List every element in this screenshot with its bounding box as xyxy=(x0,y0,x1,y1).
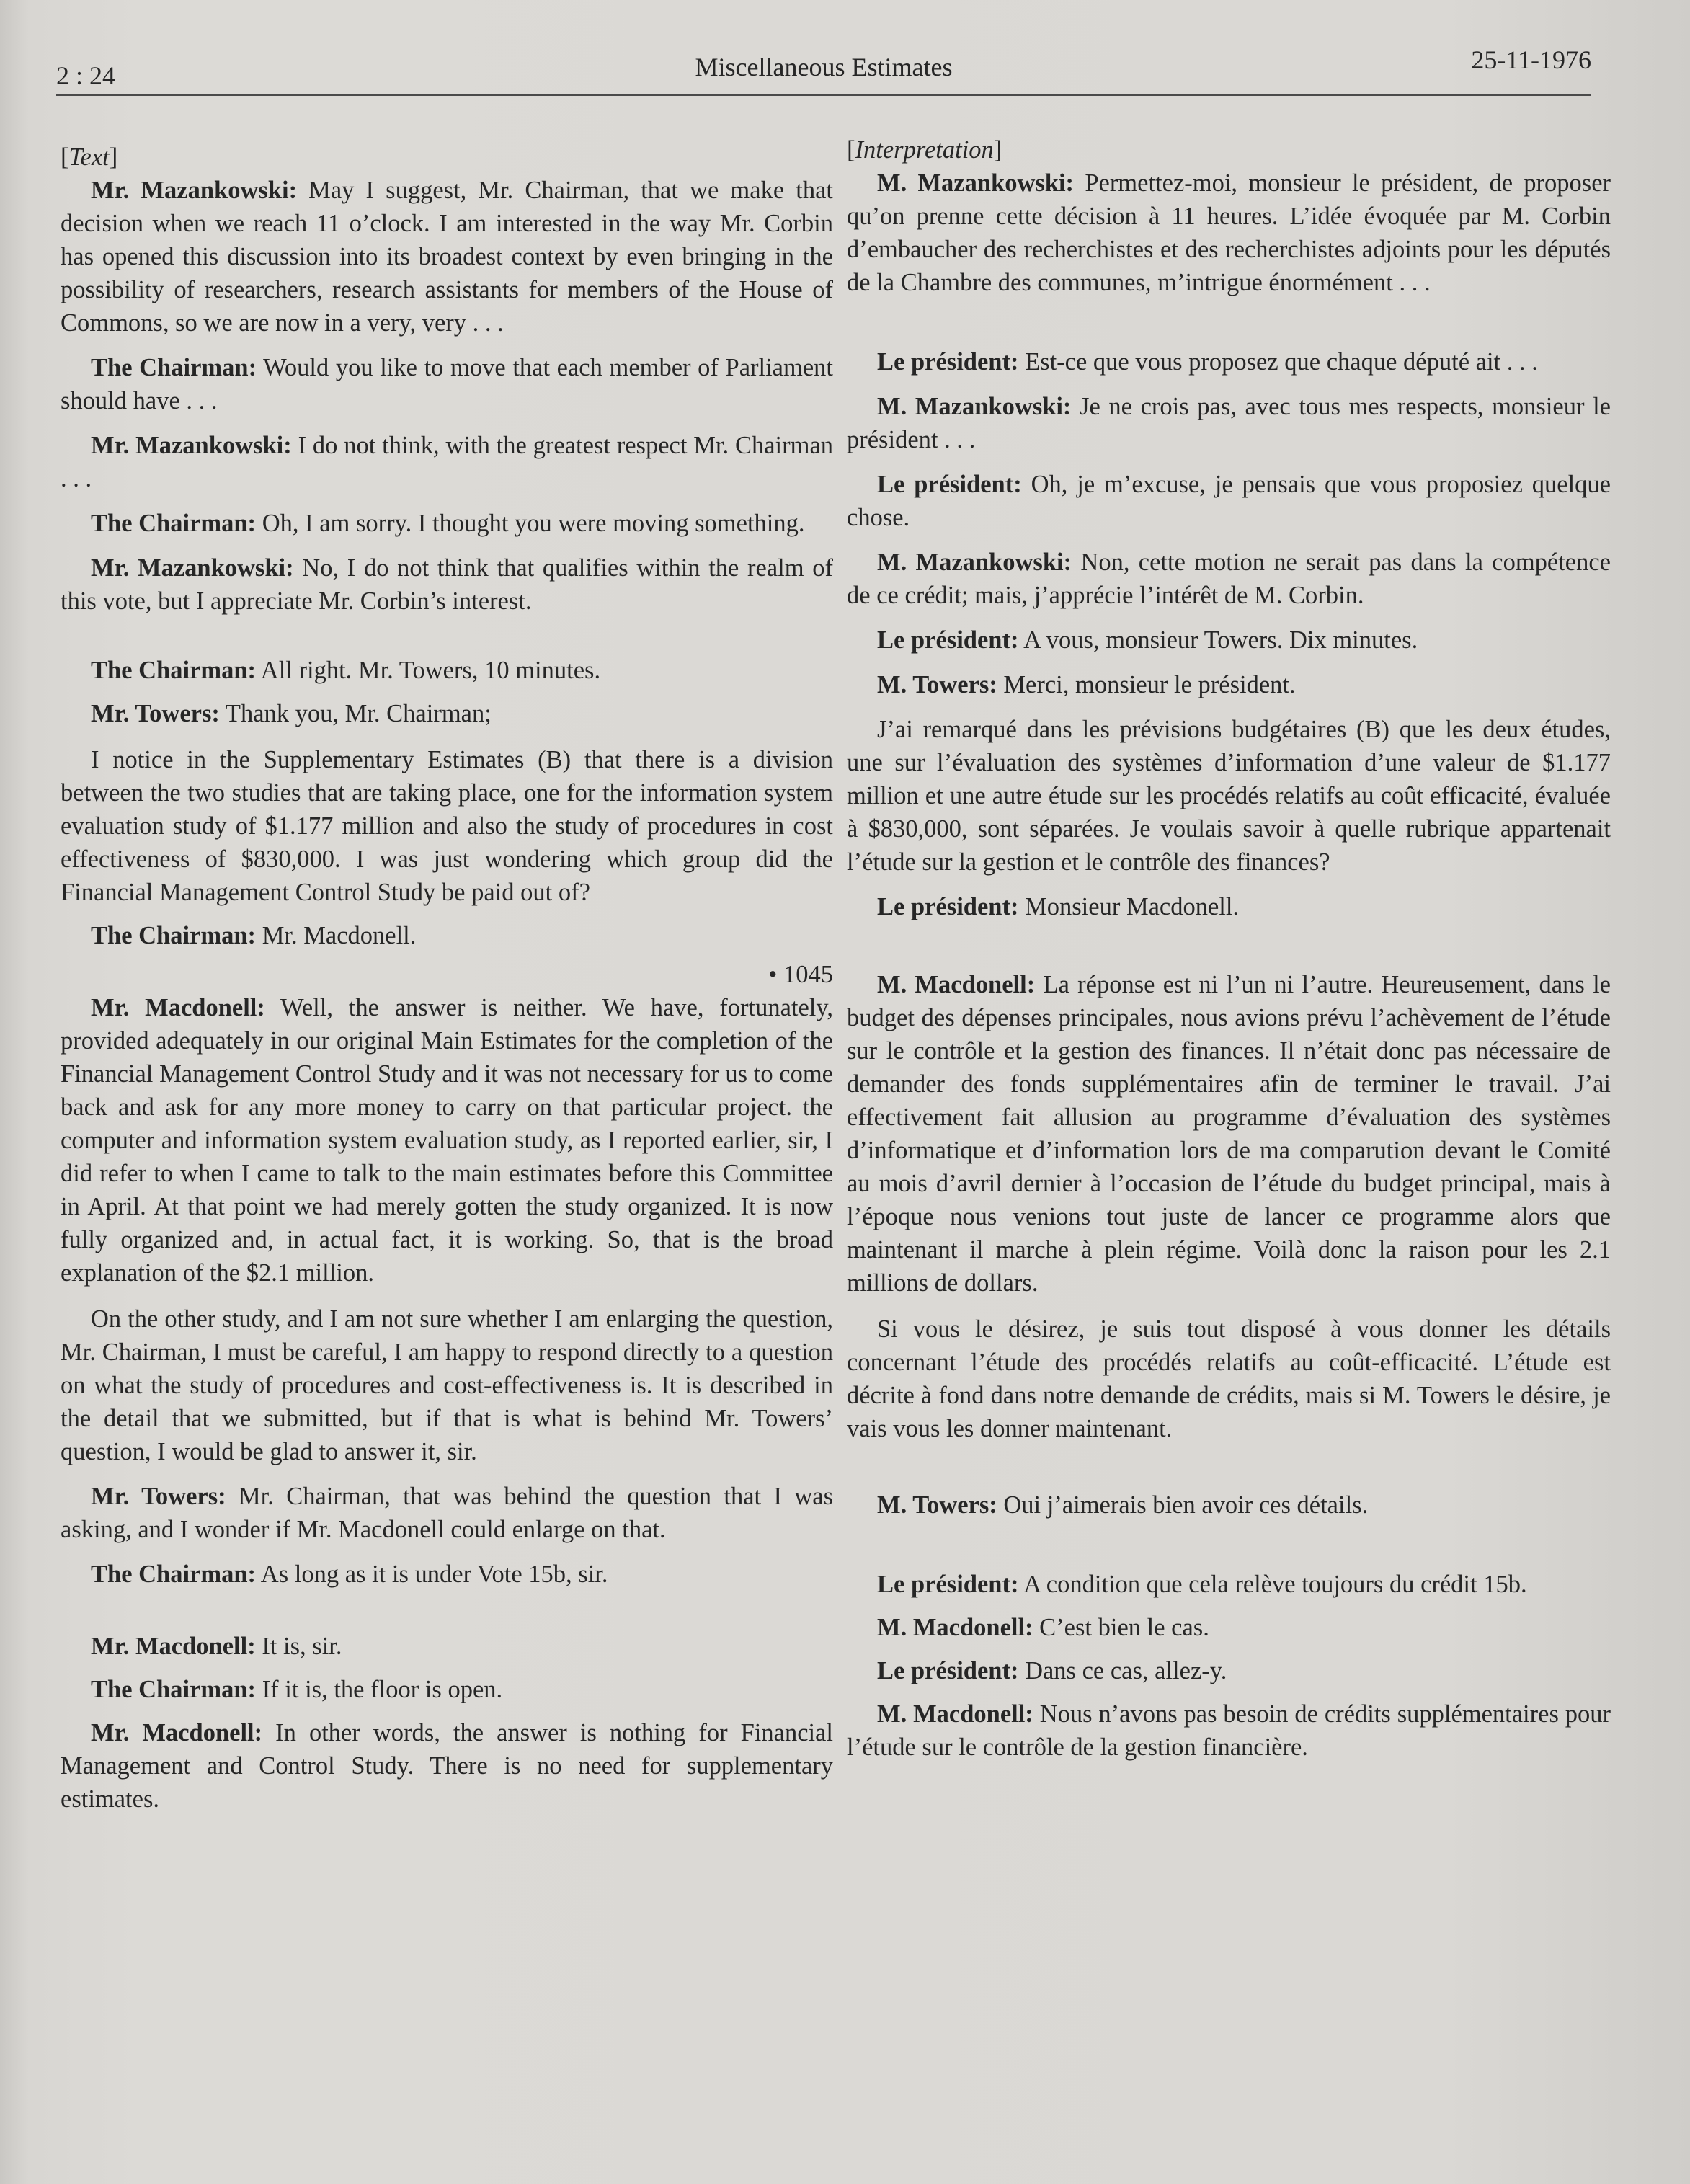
speaker: Le président: xyxy=(877,626,1019,654)
paragraph xyxy=(61,429,833,495)
speech: All right. Mr. Towers, 10 minutes. xyxy=(256,657,601,684)
paragraph xyxy=(847,668,1611,701)
speaker: M. Macdonell: xyxy=(877,1614,1033,1641)
speech: A vous, monsieur Towers. Dix minutes. xyxy=(1018,626,1418,654)
speech: Oh, je m’excuse, je pensais que vous proposiez quelque chose. xyxy=(847,471,1611,531)
speaker: The Chairman: xyxy=(91,922,257,949)
paragraph xyxy=(847,1611,1611,1644)
speaker: Le président: xyxy=(877,893,1019,920)
speaker: Le président: xyxy=(877,471,1022,498)
paragraph xyxy=(847,713,1611,879)
paragraph xyxy=(61,551,833,618)
page-title: Miscellaneous Estimates xyxy=(695,53,953,81)
paragraph xyxy=(847,546,1611,612)
section-tag: [Interpretation] xyxy=(847,136,1002,164)
speaker: The Chairman: xyxy=(91,1561,257,1588)
paragraph xyxy=(61,1302,833,1468)
speech: Mr. Chairman, that was behind the question that I was asking, and I wonder if Mr. Macdonell could enlarge on that. xyxy=(61,1483,833,1543)
page-date: 25-11-1976 xyxy=(1471,45,1591,74)
paragraph xyxy=(847,345,1611,378)
speech: C’est bien le cas. xyxy=(1033,1614,1209,1641)
speaker: Mr. Mazankowski: xyxy=(91,432,292,459)
speech: Si vous le désirez, je suis tout disposé à vous donner les détails concernant l’étude des procédés relatifs au coût-efficacité. L’étude est décrite à fond dans notre demande de crédits, mais si M. Towers le désire, je vais vous les donner maintenant. xyxy=(847,1315,1611,1442)
speech: If it is, the floor is open. xyxy=(256,1676,503,1703)
paragraph xyxy=(847,968,1611,1300)
speech: Permettez-moi, monsieur le président, de proposer qu’on prenne cette décision à 11 heures. L’idée évoquée par M. Corbin d’embaucher des recherchistes et des recherchistes adjoints pour les députés de la Chambre des communes, m’intrigue énormément . . . xyxy=(847,169,1611,296)
speaker: M. Towers: xyxy=(877,671,997,698)
speaker: Mr. Mazankowski: xyxy=(91,177,298,204)
speaker: M. Macdonell: xyxy=(877,971,1036,998)
speaker: M. Towers: xyxy=(877,1491,997,1519)
paragraph xyxy=(847,890,1611,923)
speaker: M. Mazankowski: xyxy=(877,549,1072,576)
speaker: Mr. Towers: xyxy=(91,1483,226,1510)
speech: Well, the answer is neither. We have, fortunately, provided adequately in our original Main Estimates for the completion of the Financial Management Control Study and it was not necessary for us to come back and ask for any more money to carry on that particular project. the computer and information system evaluation study, as I reported earlier, sir, I did refer to when I came to talk to the main estimates before this Committee in April. At that point we had merely gotten the study organized. It is now fully organized and, in actual fact, it is working. So, that is the broad explanation of the $2.1 million. xyxy=(61,994,833,1287)
paragraph xyxy=(847,1697,1611,1764)
speech: Oh, I am sorry. I thought you were moving something. xyxy=(256,510,805,537)
speaker: The Chairman: xyxy=(91,354,257,381)
speaker: Mr. Mazankowski: xyxy=(91,554,294,582)
paragraph xyxy=(61,919,833,952)
speech: In other words, the answer is nothing for Financial Management and Control Study. There is no need for supplementary estimates. xyxy=(61,1719,833,1813)
speaker: Le président: xyxy=(877,348,1019,376)
speech: I do not think, with the greatest respect Mr. Chairman . . . xyxy=(61,432,834,492)
paragraph xyxy=(61,351,833,417)
speaker: Mr. Macdonell: xyxy=(91,1719,263,1746)
speaker: M. Mazankowski: xyxy=(877,393,1072,420)
paragraph xyxy=(61,1630,833,1663)
speech: Oui j’aimerais bien avoir ces détails. xyxy=(997,1491,1369,1519)
paragraph xyxy=(61,1716,833,1816)
speaker: M. Macdonell: xyxy=(877,1700,1033,1728)
speaker: The Chairman: xyxy=(91,510,257,537)
speech: I notice in the Supplementary Estimates (B) that there is a division between the two studies that are taking place, one for the information system evaluation study of $1.177 million and also the study of procedures in cost effectiveness of $830,000. I was just wondering which group did the Financial Management Control Study be paid out of? xyxy=(61,746,833,906)
paragraph xyxy=(61,507,833,540)
speech: May I suggest, Mr. Chairman, that we make that decision when we reach 11 o’clock. I am interested in the way Mr. Corbin has opened this discussion into its broadest context by even bringing in the possibility of researchers, research assistants for members of the House of Commons, so we are now in a very, very . . . xyxy=(61,177,833,337)
speech: It is, sir. xyxy=(255,1633,342,1660)
paragraph xyxy=(61,1673,833,1706)
paragraph xyxy=(847,468,1611,534)
english-column xyxy=(61,141,833,1816)
speech: Monsieur Macdonell. xyxy=(1018,893,1240,920)
speech: Mr. Macdonell. xyxy=(256,922,417,949)
paragraph xyxy=(61,174,833,339)
speech: J’ai remarqué dans les prévisions budgétaires (B) que les deux études, une sur l’évaluation des systèmes d’information d’une valeur de $1.177 million et une autre étude sur les procédés relatifs au coût efficacité, évaluée à $830,000, sont séparées. Je voulais savoir à quelle rubrique appartenait l’étude sur la gestion et le contrôle des finances? xyxy=(847,716,1611,876)
speaker: The Chairman: xyxy=(91,657,257,684)
page-number: 2 : 24 xyxy=(56,61,116,90)
speech: Would you like to move that each member of Parliament should have . . . xyxy=(61,354,833,414)
section-tag: [Text] xyxy=(61,143,118,171)
speaker: M. Mazankowski: xyxy=(877,169,1075,197)
speech: Non, cette motion ne serait pas dans la compétence de ce crédit; mais, j’apprécie l’intérêt de M. Corbin. xyxy=(847,549,1611,609)
speaker: Le président: xyxy=(877,1571,1019,1598)
speech: On the other study, and I am not sure whether I am enlarging the question, Mr. Chairman, I must be careful, I am happy to respond directly to a question on what the study of procedures and cost-effectiveness is. It is described in the detail that we submitted, but if that is what is behind Mr. Towers’ question, I would be glad to answer it, sir. xyxy=(61,1305,833,1465)
speech: La réponse est ni l’un ni l’autre. Heureusement, dans le budget des dépenses principales, nous avions prévu l’achèvement de l’étude sur le contrôle et la gestion des finances. Il n’était donc pas nécessaire de demander des fonds supplémentaires afin de terminer le travail. J’ai effectivement fait allusion au programme d’évaluation des systèmes d’informatique et d’information lors de ma comparution devant le Comité au mois d’avril dernier à l’occasion de l’étude du budget principal, mais à l’époque nous venions tout juste de lancer ce programme alors que maintenant il marche à plein régime. Voilà donc la raison pour les 2.1 millions de dollars. xyxy=(847,971,1611,1297)
speech: Est-ce que vous proposez que chaque député ait . . . xyxy=(1018,348,1538,376)
french-column xyxy=(847,133,1611,1764)
speaker: Mr. Macdonell: xyxy=(91,1633,256,1660)
paragraph xyxy=(847,1568,1611,1601)
paragraph xyxy=(847,1488,1611,1522)
paragraph xyxy=(847,390,1611,456)
time-marker: • 1045 xyxy=(768,961,833,988)
speech: No, I do not think that qualifies within the realm of this vote, but I appreciate Mr. Corbin’s interest. xyxy=(61,554,834,615)
paragraph xyxy=(847,167,1611,299)
speech: A condition que cela relève toujours du crédit 15b. xyxy=(1018,1571,1527,1598)
paragraph xyxy=(61,1480,833,1546)
page-header xyxy=(56,45,1591,96)
speaker: Le président: xyxy=(877,1657,1019,1684)
speaker: Mr. Towers: xyxy=(91,700,220,727)
paragraph xyxy=(61,991,833,1289)
speech: As long as it is under Vote 15b, sir. xyxy=(256,1561,608,1588)
paragraph xyxy=(61,1558,833,1591)
speech: Je ne crois pas, avec tous mes respects, monsieur le président . . . xyxy=(847,393,1611,453)
speech: Thank you, Mr. Chairman; xyxy=(219,700,492,727)
speech: Dans ce cas, allez-y. xyxy=(1018,1657,1227,1684)
paragraph xyxy=(847,623,1611,657)
paragraph xyxy=(847,1654,1611,1687)
paragraph xyxy=(847,1313,1611,1445)
speech: Merci, monsieur le président. xyxy=(997,671,1296,698)
paragraph xyxy=(61,697,833,730)
paragraph xyxy=(61,654,833,687)
speaker: Mr. Macdonell: xyxy=(91,994,265,1021)
speaker: The Chairman: xyxy=(91,1676,257,1703)
paragraph xyxy=(61,743,833,909)
speech: Nous n’avons pas besoin de crédits supplémentaires pour l’étude sur le contrôle de la gestion financière. xyxy=(847,1700,1611,1761)
